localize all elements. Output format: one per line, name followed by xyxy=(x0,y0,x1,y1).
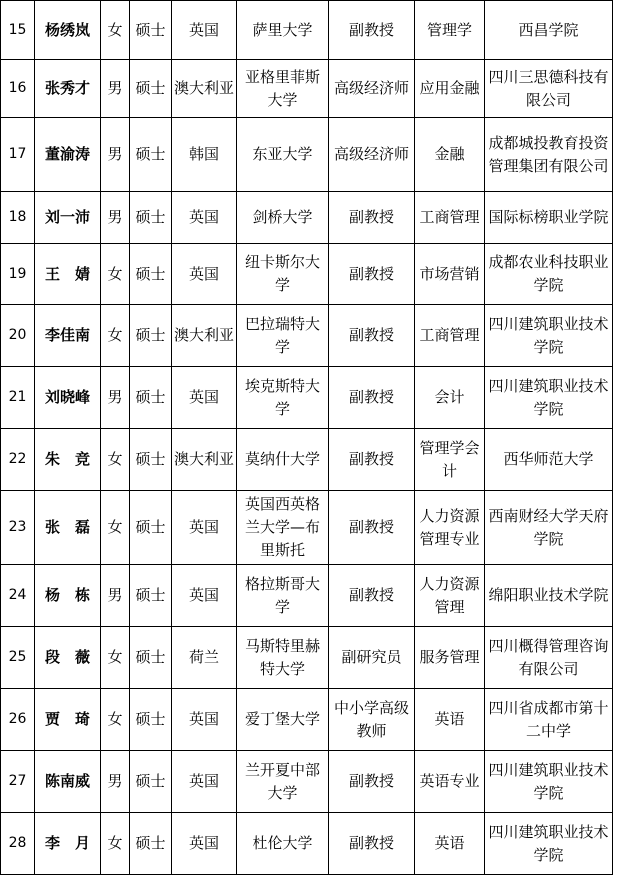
study-country-cell: 英国 xyxy=(172,751,237,813)
employer-cell: 四川建筑职业技术学院 xyxy=(485,367,613,429)
study-country-cell: 韩国 xyxy=(172,118,237,192)
major-cell: 人力资源管理 xyxy=(415,565,485,627)
study-country-cell: 英国 xyxy=(172,244,237,305)
university-cell: 巴拉瑞特大学 xyxy=(237,305,329,367)
employer-cell: 成都农业科技职业学院 xyxy=(485,244,613,305)
row-number-cell: 15 xyxy=(1,1,35,60)
study-country-cell: 荷兰 xyxy=(172,627,237,689)
gender-cell: 男 xyxy=(101,751,130,813)
professional-title-cell: 高级经济师 xyxy=(329,118,415,192)
employer-cell: 四川建筑职业技术学院 xyxy=(485,813,613,875)
university-cell: 兰开夏中部大学 xyxy=(237,751,329,813)
professional-title-cell: 副教授 xyxy=(329,244,415,305)
study-country-cell: 英国 xyxy=(172,491,237,565)
row-number-cell: 26 xyxy=(1,689,35,751)
study-country-cell: 英国 xyxy=(172,367,237,429)
professional-title-cell: 副教授 xyxy=(329,491,415,565)
degree-cell: 硕士 xyxy=(130,60,172,118)
employer-cell: 四川建筑职业技术学院 xyxy=(485,305,613,367)
degree-cell: 硕士 xyxy=(130,689,172,751)
degree-cell: 硕士 xyxy=(130,751,172,813)
major-cell: 管理学会计 xyxy=(415,429,485,491)
degree-cell: 硕士 xyxy=(130,627,172,689)
major-cell: 工商管理 xyxy=(415,305,485,367)
table-row xyxy=(1,565,613,627)
table-row xyxy=(1,751,613,813)
gender-cell: 女 xyxy=(101,627,130,689)
degree-cell: 硕士 xyxy=(130,1,172,60)
table-row xyxy=(1,1,613,60)
table-body xyxy=(1,1,613,875)
professional-title-cell: 副教授 xyxy=(329,1,415,60)
university-cell: 亚格里菲斯大学 xyxy=(237,60,329,118)
degree-cell: 硕士 xyxy=(130,118,172,192)
major-cell: 市场营销 xyxy=(415,244,485,305)
person-name-cell: 段 薇 xyxy=(35,627,101,689)
person-name-cell: 贾 琦 xyxy=(35,689,101,751)
major-cell: 服务管理 xyxy=(415,627,485,689)
gender-cell: 男 xyxy=(101,192,130,244)
degree-cell: 硕士 xyxy=(130,192,172,244)
employer-cell: 绵阳职业技术学院 xyxy=(485,565,613,627)
university-cell: 萨里大学 xyxy=(237,1,329,60)
study-country-cell: 澳大利亚 xyxy=(172,429,237,491)
major-cell: 英语 xyxy=(415,813,485,875)
employer-cell: 四川三思德科技有限公司 xyxy=(485,60,613,118)
table-row xyxy=(1,813,613,875)
person-name-cell: 刘晓峰 xyxy=(35,367,101,429)
table-row xyxy=(1,60,613,118)
gender-cell: 女 xyxy=(101,689,130,751)
employer-cell: 成都城投教育投资管理集团有限公司 xyxy=(485,118,613,192)
table-row xyxy=(1,367,613,429)
university-cell: 东亚大学 xyxy=(237,118,329,192)
major-cell: 管理学 xyxy=(415,1,485,60)
table-row xyxy=(1,627,613,689)
university-cell: 马斯特里赫特大学 xyxy=(237,627,329,689)
table-row xyxy=(1,305,613,367)
professional-title-cell: 副教授 xyxy=(329,429,415,491)
person-name-cell: 董渝涛 xyxy=(35,118,101,192)
person-name-cell: 李 月 xyxy=(35,813,101,875)
employer-cell: 四川省成都市第十二中学 xyxy=(485,689,613,751)
row-number-cell: 23 xyxy=(1,491,35,565)
employer-cell: 四川建筑职业技术学院 xyxy=(485,751,613,813)
person-name-cell: 张秀才 xyxy=(35,60,101,118)
degree-cell: 硕士 xyxy=(130,429,172,491)
professional-title-cell: 高级经济师 xyxy=(329,60,415,118)
table-row xyxy=(1,429,613,491)
study-country-cell: 英国 xyxy=(172,689,237,751)
person-name-cell: 朱 竞 xyxy=(35,429,101,491)
major-cell: 英语 xyxy=(415,689,485,751)
university-cell: 爱丁堡大学 xyxy=(237,689,329,751)
gender-cell: 女 xyxy=(101,1,130,60)
professional-title-cell: 副教授 xyxy=(329,813,415,875)
row-number-cell: 18 xyxy=(1,192,35,244)
degree-cell: 硕士 xyxy=(130,813,172,875)
row-number-cell: 16 xyxy=(1,60,35,118)
degree-cell: 硕士 xyxy=(130,565,172,627)
university-cell: 英国西英格兰大学—布里斯托 xyxy=(237,491,329,565)
employer-cell: 西华师范大学 xyxy=(485,429,613,491)
professional-title-cell: 副研究员 xyxy=(329,627,415,689)
row-number-cell: 17 xyxy=(1,118,35,192)
degree-cell: 硕士 xyxy=(130,367,172,429)
study-country-cell: 澳大利亚 xyxy=(172,60,237,118)
degree-cell: 硕士 xyxy=(130,305,172,367)
study-country-cell: 澳大利亚 xyxy=(172,305,237,367)
person-name-cell: 陈南威 xyxy=(35,751,101,813)
gender-cell: 男 xyxy=(101,60,130,118)
university-cell: 莫纳什大学 xyxy=(237,429,329,491)
employer-cell: 四川概得管理咨询有限公司 xyxy=(485,627,613,689)
gender-cell: 女 xyxy=(101,813,130,875)
gender-cell: 男 xyxy=(101,367,130,429)
gender-cell: 女 xyxy=(101,429,130,491)
table-row xyxy=(1,491,613,565)
major-cell: 应用金融 xyxy=(415,60,485,118)
professional-title-cell: 副教授 xyxy=(329,751,415,813)
university-cell: 格拉斯哥大学 xyxy=(237,565,329,627)
person-name-cell: 刘一沛 xyxy=(35,192,101,244)
gender-cell: 女 xyxy=(101,491,130,565)
table-row xyxy=(1,192,613,244)
university-cell: 埃克斯特大学 xyxy=(237,367,329,429)
professional-title-cell: 副教授 xyxy=(329,367,415,429)
study-country-cell: 英国 xyxy=(172,565,237,627)
degree-cell: 硕士 xyxy=(130,491,172,565)
study-country-cell: 英国 xyxy=(172,813,237,875)
table-row xyxy=(1,244,613,305)
professional-title-cell: 副教授 xyxy=(329,305,415,367)
person-name-cell: 杨 栋 xyxy=(35,565,101,627)
gender-cell: 女 xyxy=(101,244,130,305)
major-cell: 金融 xyxy=(415,118,485,192)
gender-cell: 男 xyxy=(101,565,130,627)
employer-cell: 西昌学院 xyxy=(485,1,613,60)
person-name-cell: 李佳南 xyxy=(35,305,101,367)
professional-title-cell: 副教授 xyxy=(329,192,415,244)
person-name-cell: 杨绣岚 xyxy=(35,1,101,60)
row-number-cell: 22 xyxy=(1,429,35,491)
major-cell: 英语专业 xyxy=(415,751,485,813)
row-number-cell: 25 xyxy=(1,627,35,689)
university-cell: 纽卡斯尔大学 xyxy=(237,244,329,305)
table-row xyxy=(1,689,613,751)
degree-cell: 硕士 xyxy=(130,244,172,305)
professional-title-cell: 中小学高级教师 xyxy=(329,689,415,751)
major-cell: 人力资源管理专业 xyxy=(415,491,485,565)
row-number-cell: 21 xyxy=(1,367,35,429)
row-number-cell: 28 xyxy=(1,813,35,875)
university-cell: 杜伦大学 xyxy=(237,813,329,875)
row-number-cell: 19 xyxy=(1,244,35,305)
row-number-cell: 27 xyxy=(1,751,35,813)
person-name-cell: 王 婧 xyxy=(35,244,101,305)
row-number-cell: 20 xyxy=(1,305,35,367)
employer-cell: 国际标榜职业学院 xyxy=(485,192,613,244)
gender-cell: 男 xyxy=(101,118,130,192)
major-cell: 工商管理 xyxy=(415,192,485,244)
study-country-cell: 英国 xyxy=(172,1,237,60)
row-number-cell: 24 xyxy=(1,565,35,627)
gender-cell: 女 xyxy=(101,305,130,367)
major-cell: 会计 xyxy=(415,367,485,429)
person-name-cell: 张 磊 xyxy=(35,491,101,565)
study-country-cell: 英国 xyxy=(172,192,237,244)
professional-title-cell: 副教授 xyxy=(329,565,415,627)
university-cell: 剑桥大学 xyxy=(237,192,329,244)
table-row xyxy=(1,118,613,192)
employer-cell: 西南财经大学天府学院 xyxy=(485,491,613,565)
